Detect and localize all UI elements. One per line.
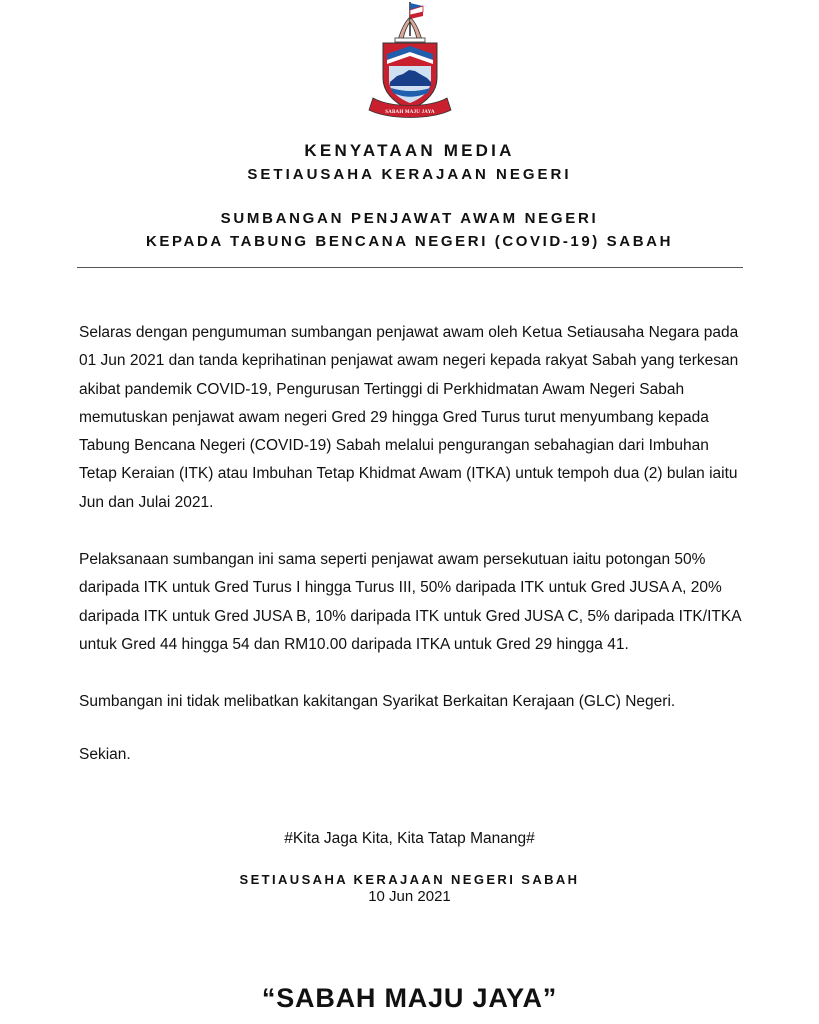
closing-text: Sekian.: [79, 746, 131, 763]
sabah-state-crest-icon: [365, 0, 455, 128]
signatory: SETIAUSAHA KERAJAAN NEGERI SABAH: [239, 872, 580, 887]
footer-slogan: “SABAH MAJU JAYA”: [261, 983, 558, 1013]
subject-line-2: KEPADA TABUNG BENCANA NEGERI (COVID-19) SABAH: [145, 233, 674, 250]
document-title: KENYATAAN MEDIA: [304, 141, 515, 160]
subject-line-1: SUMBANGAN PENJAWAT AWAM NEGERI: [220, 210, 599, 227]
header-divider: [77, 267, 743, 268]
body-paragraph-3: Sumbangan ini tidak melibatkan kakitangan Syarikat Berkaitan Kerajaan (GLC) Negeri.: [79, 693, 676, 710]
document-date: 10 Jun 2021: [368, 888, 451, 905]
crest-banner-text: SABAH MAJU JAYA: [385, 110, 435, 115]
motto: #Kita Jaga Kita, Kita Tatap Manang#: [284, 830, 535, 847]
body-paragraph-1: Selaras dengan pengumuman sumbangan penjawat awam oleh Ketua Setiausaha Negara pada 01 Jun 2021 dan tanda keprihatinan penjawat awam negeri kepada rakyat Sabah yang terkesan akibat pandemik COVID-19, Pengurusan Tertinggi di Perkhidmatan Awam Negeri Sabah memutuskan penjawat awam negeri Gred 29 hingga Gred Turus turut menyumbang kepada Tabung Bencana Negeri (COVID-19) Sabah melalui pengurangan sebahagian dari Imbuhan Tetap Keraian (ITK) atau Imbuhan Tetap Khidmat Awam (ITKA) untuk tempoh dua (2) bulan iaitu Jun dan Julai 2021.: [79, 324, 739, 511]
body-paragraph-2: Pelaksanaan sumbangan ini sama seperti penjawat awam persekutuan iaitu potongan 50% daripada ITK untuk Gred Turus I hingga Turus III, 50% daripada ITK untuk Gred JUSA A, 20% daripada ITK untuk Gred JUSA B, 10% daripada ITK untuk Gred JUSA C, 5% daripada ITK/ITKA untuk Gred 44 hingga 54 dan RM10.00 daripada ITKA untuk Gred 29 hingga 41.: [79, 551, 741, 653]
document-subtitle: SETIAUSAHA KERAJAAN NEGERI: [247, 166, 572, 183]
